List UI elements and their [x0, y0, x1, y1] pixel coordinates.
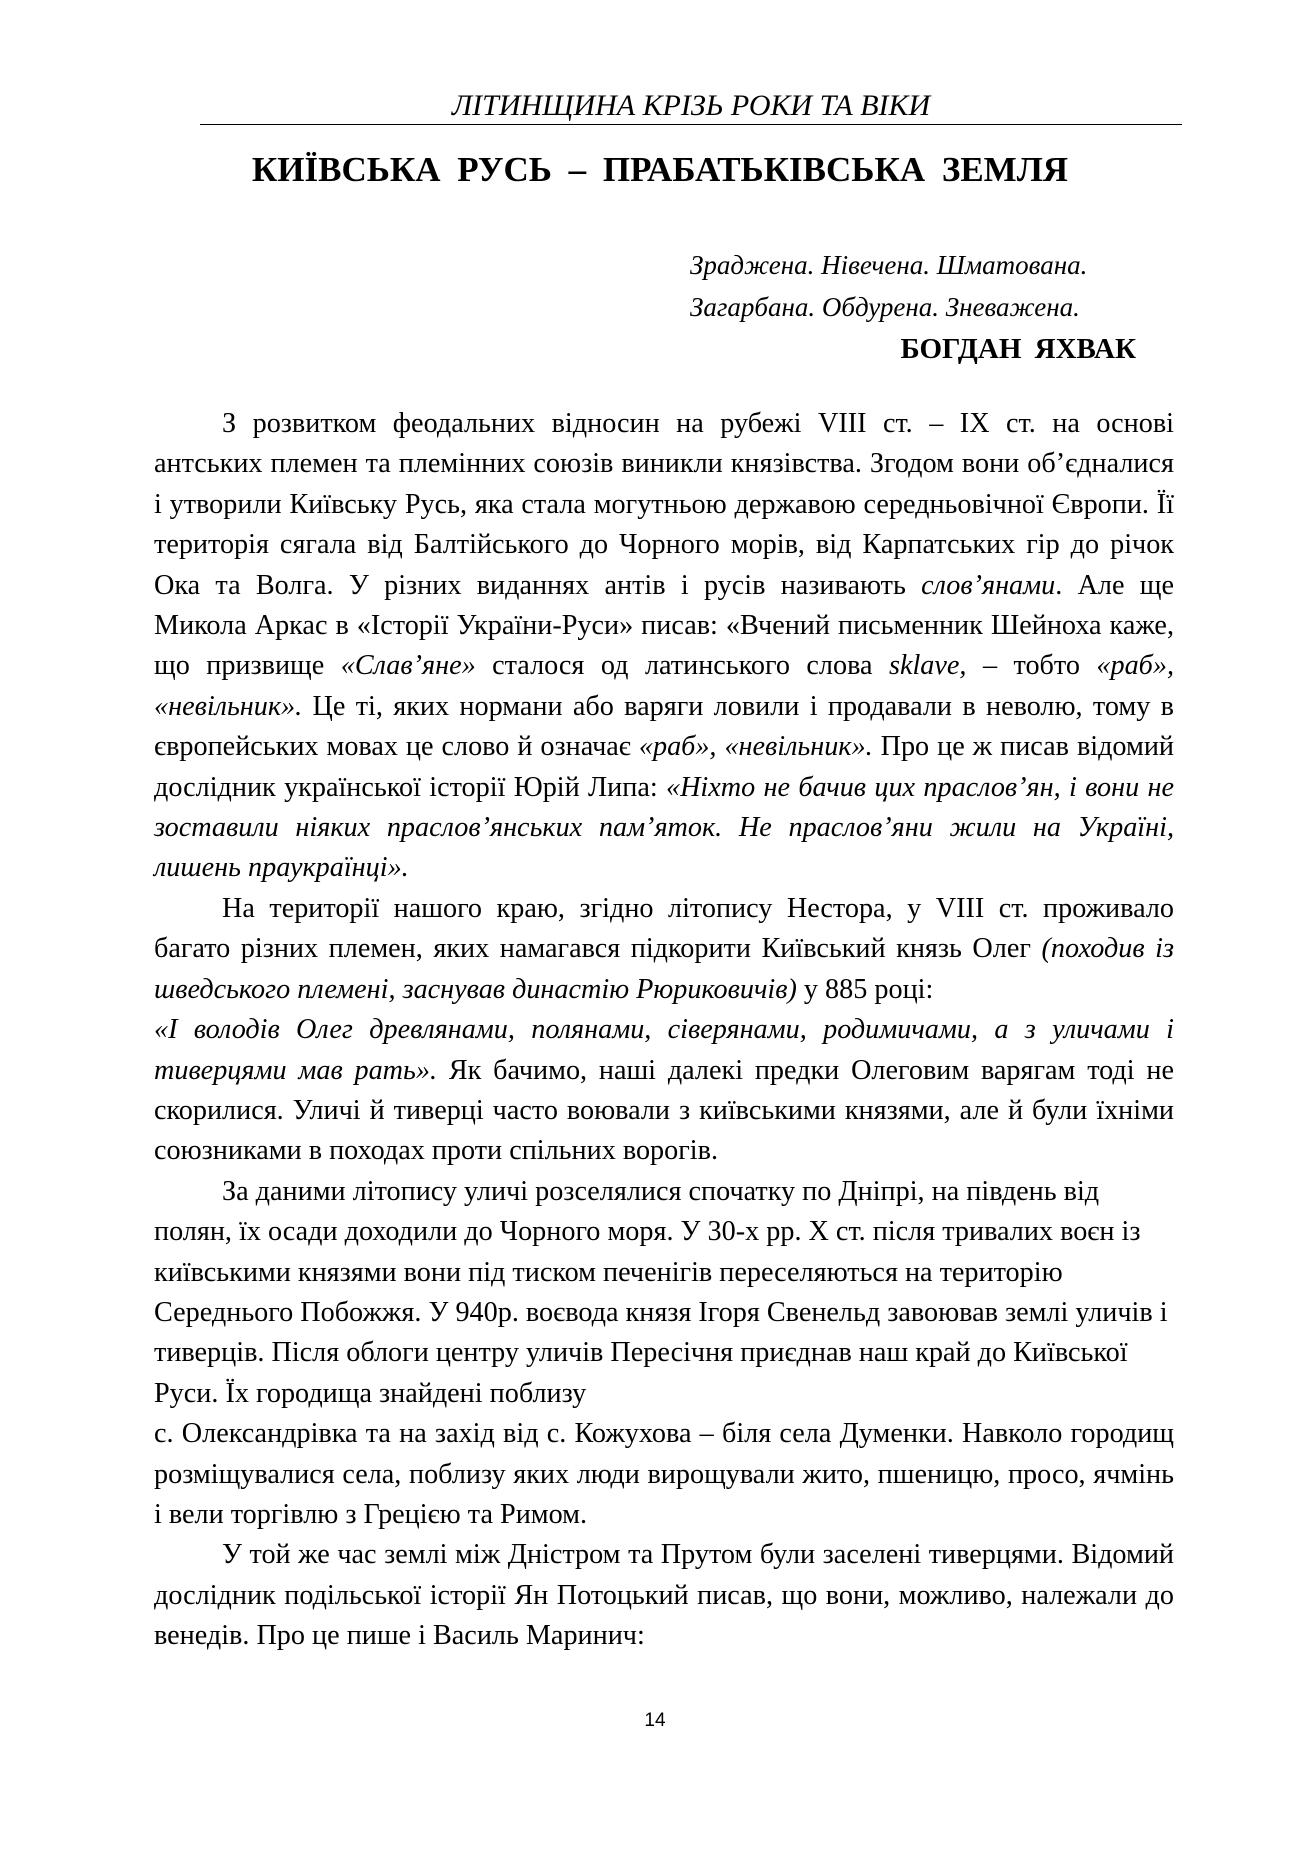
p1-italic-f: sklave,: [889, 650, 967, 682]
p2-italic-b: (походив із шведського племені, заснував династію Рюриковичів): [154, 933, 1174, 1005]
p1-text-a: З розвитком феодальних відносин на рубежі VIII ст. – IX ст. на основі антських племен та племінних союзів виникли князівства. Згодом вони об’єдналися і утворили Київську Русь, яка стала могутньою державою середньовічної Європи. Її територія сягала від Балтійського до Чорного морів, від Карпатських гір до річок Ока та Волга. У різних виданнях антів і русів називають: [154, 408, 1174, 601]
p1-text-g: – тобто: [966, 650, 1097, 682]
epigraph: [640, 244, 1140, 370]
p2-italic-quote: «І володів Олег древлянами, полянами, сіверянами, родимичами, а з уличами і тиверцями мав рать».: [154, 1014, 1174, 1086]
epigraph-line-1: Зраджена. Нівечена. Шматована.: [690, 250, 1088, 280]
p3-text-b: с. Олександрівка та на захід від с. Кожухова – біля села Думенки. Навколо городищ розміщувалися села, поблизу яких люди вирощували жито, пшеницю, просо, ячмінь і вели торгівлю з Грецією та Римом.: [154, 1418, 1174, 1530]
running-head: ЛІТИНЩИНА КРІЗЬ РОКИ ТА ВІКИ: [451, 89, 931, 122]
p1-text-e: сталося од латинського слова: [475, 650, 889, 682]
paragraph-4: У той же час землі між Дністром та Прутом були заселені тиверцями. Відомий дослідник подільської історії Ян Потоцький писав, що вони, можливо, належали до венедів. Про це пише і Василь Маринич:: [154, 1539, 1174, 1652]
page-number: 14: [644, 1710, 666, 1731]
body-text: [154, 404, 1174, 1657]
p1-text-c: . Але ще Микола Аркас в «Історії України-Руси» писав: «Вчений письменник Шейноха каже, що призвище: [154, 569, 1175, 682]
p2-text-c: у 885 році:: [796, 973, 934, 1005]
p1-italic-quote: «Ніхто не бачив цих прaслов’ян, і вони не зоставили ніяких прaслов’янських пам’яток. Не праслов’яни жили на Україні, лишень праукраїнці».: [154, 771, 1174, 884]
p2-text-e: Як бачимо, наші далекі предки Олеговим варягам тоді не скорилися. Уличі й тиверці часто воювали з київськими князями, але й були їхніми союзниками в походах проти спільних ворогів.: [154, 1054, 1175, 1167]
paragraph-1: [154, 404, 1174, 889]
p1-text-k: Про це ж писав відомий дослідник української історії Юрій Липа:: [154, 731, 1174, 803]
epigraph-line-2: Загарбана. Обдурена. Зневажена.: [690, 292, 1080, 322]
paragraph-3: [154, 1172, 1174, 1414]
p1-italic-h: «раб», «невільник».: [154, 650, 1174, 722]
p2-text-a: На території нашого краю, згідно літопису Нестора, у VIII ст. проживало багато різних племен, яких намагався підкорити Київський князь Олег: [154, 892, 1174, 965]
epigraph-author: БОГДАН ЯХВАК: [900, 333, 1136, 365]
paragraph-2: [154, 889, 1174, 1010]
p1-italic-j: «раб», «невільник».: [638, 731, 873, 763]
chapter-title: КИЇВСЬКА РУСЬ – ПРАБАТЬКІВСЬКА ЗЕМЛЯ: [251, 150, 1069, 189]
p3-text-a: За даними літопису уличі розселялися спочатку по Дніпрі, на південь від полян, їх осади доходили до Чорного моря. У 30-х рр. Х ст. після тривалих воєн із київськими князями вони під тиском печенігів переселяються на територію Середнього Побожжя. У 940р. воєвода князя Ігоря Свенельд завоював землі уличів і тиверців. Після облоги центру уличів Пересічня приєднав наш край до Київської Руси. Їх городища знайдені поблизу: [154, 1175, 1168, 1409]
header-rule: [200, 124, 1182, 125]
paragraph-3-continued: [154, 1414, 1174, 1535]
p1-italic-b: слов’янами: [921, 569, 1056, 601]
paragraph-2-continued: [154, 1010, 1174, 1172]
p1-text-i: Це ті, яких нормани або варяги ловили і продавали в неволю, тому в європейських мовах це слово й означає: [154, 690, 1174, 763]
p1-italic-d: «Слав’яне»: [340, 650, 476, 682]
